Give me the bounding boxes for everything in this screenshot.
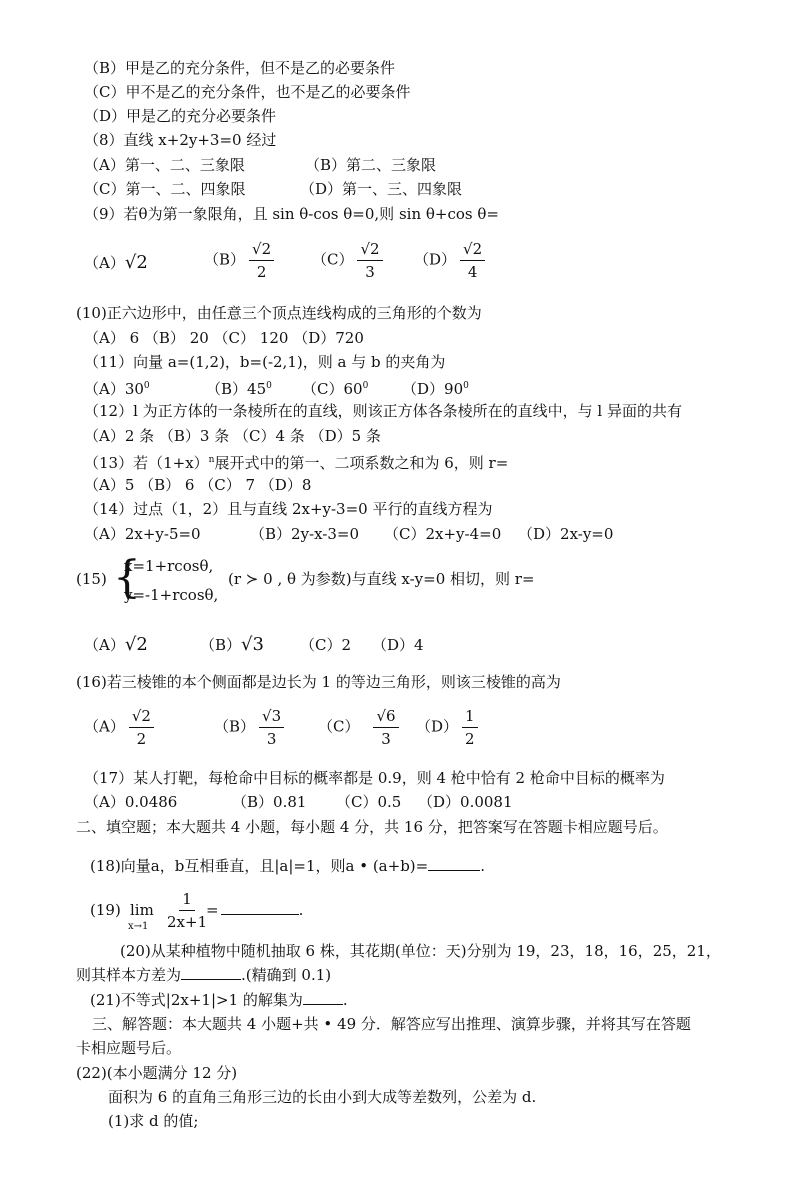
q15-a-label: （A）: [84, 636, 125, 654]
q15-number: (15): [76, 570, 107, 588]
q11-d-sup: 0: [463, 381, 469, 391]
q7-option-d: （D）甲是乙的充分必要条件: [84, 107, 277, 125]
q16-d-num: 1: [462, 705, 478, 728]
q16-a-num: √2: [129, 705, 154, 728]
q9-c-fraction: [357, 238, 382, 283]
q16-stem: (16)若三棱锥的本个侧面都是边长为 1 的等边三角形，则该三棱锥的高为: [76, 673, 561, 691]
q16-c-den: 3: [381, 730, 391, 748]
q19-number: (19): [90, 901, 121, 919]
q9-option-a: [84, 252, 148, 273]
q11-option-a: [84, 376, 150, 399]
q16-option-a: [84, 705, 158, 750]
q16-option-b: [214, 705, 288, 750]
q19-frac-den: 2x+1: [167, 913, 208, 931]
q15-option-b: [200, 635, 264, 655]
q15-condition: (r ≻ 0 , θ 为参数)与直线 x-y=0 相切，则 r=: [228, 570, 535, 588]
q13-stem-sup: n: [208, 455, 215, 465]
q13-stem-pre: （13）若（1+x）: [84, 454, 209, 472]
q21-line: [90, 990, 348, 1010]
q9-a-value: √2: [124, 252, 148, 273]
q15-line1: x=1+rcosθ,: [124, 557, 214, 575]
q16-b-fraction: [259, 705, 284, 750]
q9-d-den: 4: [467, 263, 478, 281]
q17-option-b: （B）0.81: [232, 793, 307, 811]
q8-stem: （8）直线 x+2y+3=0 经过: [84, 131, 277, 149]
q15-option-c: （C）2: [300, 636, 352, 654]
q13-stem-post: 展开式中的第一、二项系数之和为 6，则 r=: [214, 454, 509, 472]
q16-c-fraction: [373, 705, 398, 750]
q19-eq: =: [206, 901, 219, 919]
q20-line2: [76, 965, 331, 985]
q16-b-num: √3: [259, 705, 284, 728]
q9-option-b: [204, 238, 278, 283]
q11-a-text: （A）30: [84, 380, 144, 398]
q13-options: （A）5 （B） 6 （C） 7 （D）8: [84, 476, 312, 494]
q15-b-value: √3: [241, 634, 264, 655]
q18-end: .: [480, 857, 485, 875]
q16-d-fraction: [462, 705, 478, 750]
q18-text: (18)向量a，b互相垂直，且|a|=1，则a • (a+b)=: [90, 857, 429, 875]
q22-body: 面积为 6 的直角三角形三边的长由小到大成等差数列，公差为 d.: [108, 1088, 537, 1106]
q15-brace: {: [113, 552, 141, 603]
q19-lim: lim: [130, 901, 154, 919]
q14-option-d: （D）2x-y=0: [518, 525, 614, 543]
q11-option-c: [302, 376, 368, 399]
q12-options: （A）2 条 （B）3 条 （C）4 条 （D）5 条: [84, 427, 381, 445]
q12-stem: （12）l 为正方体的一条棱所在的直线，则该正方体各条棱所在的直线中，与 l 异面的共有: [84, 402, 682, 420]
q9-stem: （9）若θ为第一象限角，且 sin θ-cos θ=0,则 sin θ+cos θ=: [84, 205, 499, 223]
q18-answer-blank[interactable]: [428, 856, 480, 871]
q18-line: [90, 856, 485, 876]
q11-d-text: （D）90: [402, 380, 464, 398]
q10-options: （A） 6 （B） 20 （C） 120 （D）720: [84, 329, 364, 347]
q11-b-text: （B）45: [206, 380, 267, 398]
q9-a-label: （A）: [84, 254, 125, 272]
q20-line1: (20)从某种植物中随机抽取 6 株，其花期(单位：天)分别为 19，23，18，16，25，21，: [120, 942, 721, 960]
q9-b-label: （B）: [204, 250, 246, 269]
q19-fraction: [164, 888, 210, 933]
q11-stem: （11）向量 a=(1,2)，b=(-2,1)，则 a 与 b 的夹角为: [84, 353, 446, 371]
q21-answer-blank[interactable]: [303, 990, 343, 1005]
q11-option-b: [206, 376, 272, 399]
q16-option-d: [416, 705, 482, 750]
q16-a-den: 2: [136, 730, 147, 748]
q8-option-d: （D）第一、三、四象限: [300, 180, 463, 198]
q9-d-label: （D）: [414, 250, 457, 269]
q9-c-den: 3: [365, 263, 375, 281]
q13-stem: [84, 450, 508, 473]
q15-a-value: √2: [124, 634, 148, 655]
q17-option-d: （D）0.0081: [418, 793, 513, 811]
q9-d-num: √2: [460, 238, 485, 261]
q16-option-c: [318, 705, 403, 750]
q9-b-den: 2: [256, 263, 267, 281]
q9-b-fraction: [249, 238, 274, 283]
q7-option-c: （C）甲不是乙的充分条件，也不是乙的必要条件: [84, 83, 411, 101]
q11-a-sup: 0: [143, 381, 150, 391]
q21-end: .: [342, 991, 348, 1009]
q17-option-a: （A）0.0486: [84, 793, 178, 811]
q16-d-den: 2: [465, 730, 475, 748]
q20-line2-pre: 则其样本方差为: [76, 966, 182, 984]
q11-c-sup: 0: [362, 381, 369, 391]
q17-stem: （17）某人打靶，每枪命中目标的概率都是 0.9，则 4 枪中恰有 2 枪命中目标的概率为: [84, 769, 665, 787]
q9-c-num: √2: [357, 238, 382, 261]
q16-d-label: （D）: [416, 717, 459, 736]
q9-b-num: √2: [249, 238, 274, 261]
q8-option-b: （B）第二、三象限: [305, 156, 437, 174]
q16-a-fraction: [129, 705, 154, 750]
q15-b-label: （B）: [200, 636, 242, 654]
q17-option-c: （C）0.5: [336, 793, 402, 811]
q14-stem: （14）过点（1，2）且与直线 2x+y-3=0 平行的直线方程为: [84, 500, 493, 518]
q19-tail: [206, 900, 303, 920]
q11-c-text: （C）60: [302, 380, 363, 398]
q19-answer-blank[interactable]: [221, 900, 299, 915]
q20-answer-blank[interactable]: [181, 965, 241, 980]
section2-heading: 二、填空题；本大题共 4 小题，每小题 4 分，共 16 分，把答案写在答题卡相应题号后。: [76, 818, 668, 836]
q11-option-d: [402, 376, 469, 399]
q10-stem: (10)正六边形中，由任意三个顶点连线构成的三角形的个数为: [76, 304, 482, 322]
q16-b-den: 3: [266, 730, 277, 748]
q19-frac-num: 1: [179, 888, 195, 911]
q9-d-fraction: [460, 238, 485, 283]
q16-c-num: √6: [373, 705, 398, 728]
q9-option-d: [414, 238, 489, 283]
q22-header: (22)(本小题满分 12 分): [76, 1064, 238, 1082]
q22-part1: (1)求 d 的值;: [108, 1112, 199, 1130]
q16-c-label: （C）: [318, 717, 360, 736]
q19-end: .: [298, 901, 304, 919]
q15-option-a: [84, 635, 148, 655]
q15-line2: y=-1+rcosθ,: [124, 586, 219, 604]
q8-option-c: （C）第一、二、四象限: [84, 180, 246, 198]
section3-heading-line2: 卡相应题号后。: [76, 1039, 182, 1057]
q15-option-d: （D）4: [372, 636, 424, 654]
q7-option-b: （B）甲是乙的充分条件，但不是乙的必要条件: [84, 59, 396, 77]
q11-b-sup: 0: [266, 381, 272, 391]
q14-option-c: （C）2x+y-4=0: [384, 525, 502, 543]
q9-option-c: [312, 238, 387, 283]
q9-c-label: （C）: [312, 250, 354, 269]
q16-b-label: （B）: [214, 717, 256, 736]
q8-option-a: （A）第一、二、三象限: [84, 156, 245, 174]
q16-a-label: （A）: [84, 717, 125, 736]
q21-text: (21)不等式|2x+1|>1 的解集为: [90, 991, 303, 1009]
q14-option-a: （A）2x+y-5=0: [84, 525, 201, 543]
q14-option-b: （B）2y-x-3=0: [250, 525, 360, 543]
q20-line2-post: .(精确到 0.1): [241, 966, 332, 984]
section3-heading-line1: 三、解答题：本大题共 4 小题+共 • 49 分．解答应写出推理、演算步骤，并将其写在答题: [92, 1015, 691, 1033]
q19-lim-subscript: x→1: [128, 921, 149, 932]
